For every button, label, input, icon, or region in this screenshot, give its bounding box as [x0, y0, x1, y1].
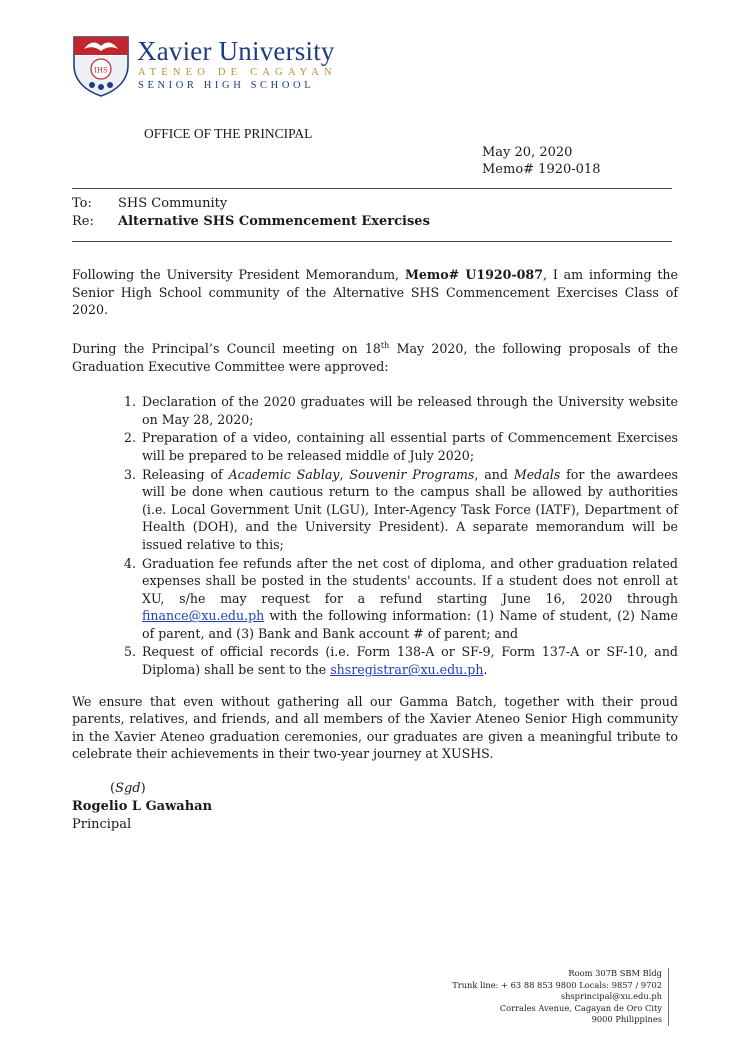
- signed-mark: (Sgd): [110, 781, 146, 796]
- list-item: 2. Preparation of a video, containing all essential parts of Commencement Exercises will be prepared to be released middle of July 2020;: [140, 429, 678, 464]
- footer-street: Corrales Avenue, Cagayan de Oro City: [499, 1002, 662, 1013]
- header-divider-top: [72, 188, 672, 189]
- memo-subject: Alternative SHS Commencement Exercises: [118, 214, 430, 229]
- to-label: To:: [72, 196, 92, 211]
- finance-email-link[interactable]: finance@xu.edu.ph: [142, 608, 265, 624]
- office-title: OFFICE OF THE PRINCIPAL: [144, 126, 313, 141]
- signature-block: [72, 780, 212, 834]
- signatory-name: Rogelio L Gawahan: [72, 799, 213, 814]
- footer-divider: [668, 968, 669, 1026]
- school-name: SENIOR HIGH SCHOOL: [138, 80, 315, 91]
- footer-email: shsprincipal@xu.edu.ph: [560, 991, 662, 1001]
- signatory-title: Principal: [72, 817, 132, 832]
- memo-number: Memo# 1920-018: [482, 162, 601, 177]
- to-recipient: SHS Community: [118, 196, 228, 211]
- closing-paragraph: We ensure that even without gathering all our Gamma Batch, together with their proud parents, relatives, and friends, and all members of the Xavier Ateneo Senior High community in the Xavier Ateneo graduation ceremonies, our graduates are given a meaningful tribute to celebrate their achievements in their two-year journey at XUSHS.: [72, 693, 678, 762]
- university-subtitle: ATENEO DE CAGAYAN: [138, 67, 337, 78]
- university-seal-logo: [72, 35, 130, 97]
- list-item: 4. Graduation fee refunds after the net cost of diploma, and other graduation related expenses shall be posted in the students' accounts. If a student does not enroll at XU, s/he may request for a refund starting June 16, 2020 through finance@xu.edu.ph with the following information: (1) Name of student, (2) Name of parent, and (3) Bank and Bank account # of parent; and: [140, 555, 678, 643]
- registrar-email-link[interactable]: shsregistrar@xu.edu.ph: [330, 662, 484, 678]
- list-item: 3. Releasing of Academic Sablay, Souvenir Programs, and Medals for the awardees will be done when cautious return to the campus shall be allowed by authorities (i.e. Local Government Unit (LGU), Inter-Agency Task Force (IATF), Department of Health (DOH), and the University President). A separate memorandum will be issued relative to this;: [140, 466, 678, 554]
- memo-body: [72, 266, 678, 781]
- president-memo-reference: Memo# U1920-087: [404, 267, 543, 282]
- council-paragraph: During the Principal’s Council meeting on 18th May 2020, the following proposals of the Graduation Executive Committee were approved:: [72, 340, 678, 374]
- footer-room: Room 307B SBM Bldg: [568, 968, 662, 978]
- approved-proposals-list: [72, 393, 678, 679]
- intro-paragraph: Following the University President Memorandum, Memo# U1920-087, I am informing the Senior High School community of the Alternative SHS Commencement Exercises Class of 2020.: [72, 267, 678, 318]
- seal-monogram: IHS: [94, 66, 108, 75]
- university-name: Xavier University: [137, 36, 335, 66]
- footer-country: 9000 Philippines: [591, 1014, 662, 1024]
- list-item: 5. Request of official records (i.e. Form 138-A or SF-9, Form 137-A or SF-10, and Diploma) shall be sent to the shsregistrar@xu.edu.ph.: [140, 643, 678, 678]
- re-label: Re:: [72, 214, 94, 229]
- list-item: 1. Declaration of the 2020 graduates will be released through the University website on May 28, 2020;: [140, 393, 678, 428]
- header-divider-bottom: [72, 241, 672, 242]
- footer-phone: Trunk line: + 63 88 853 9800 Locals: 9857 / 9702: [452, 979, 662, 990]
- footer-address: [452, 968, 662, 1026]
- memo-date: May 20, 2020: [482, 145, 573, 160]
